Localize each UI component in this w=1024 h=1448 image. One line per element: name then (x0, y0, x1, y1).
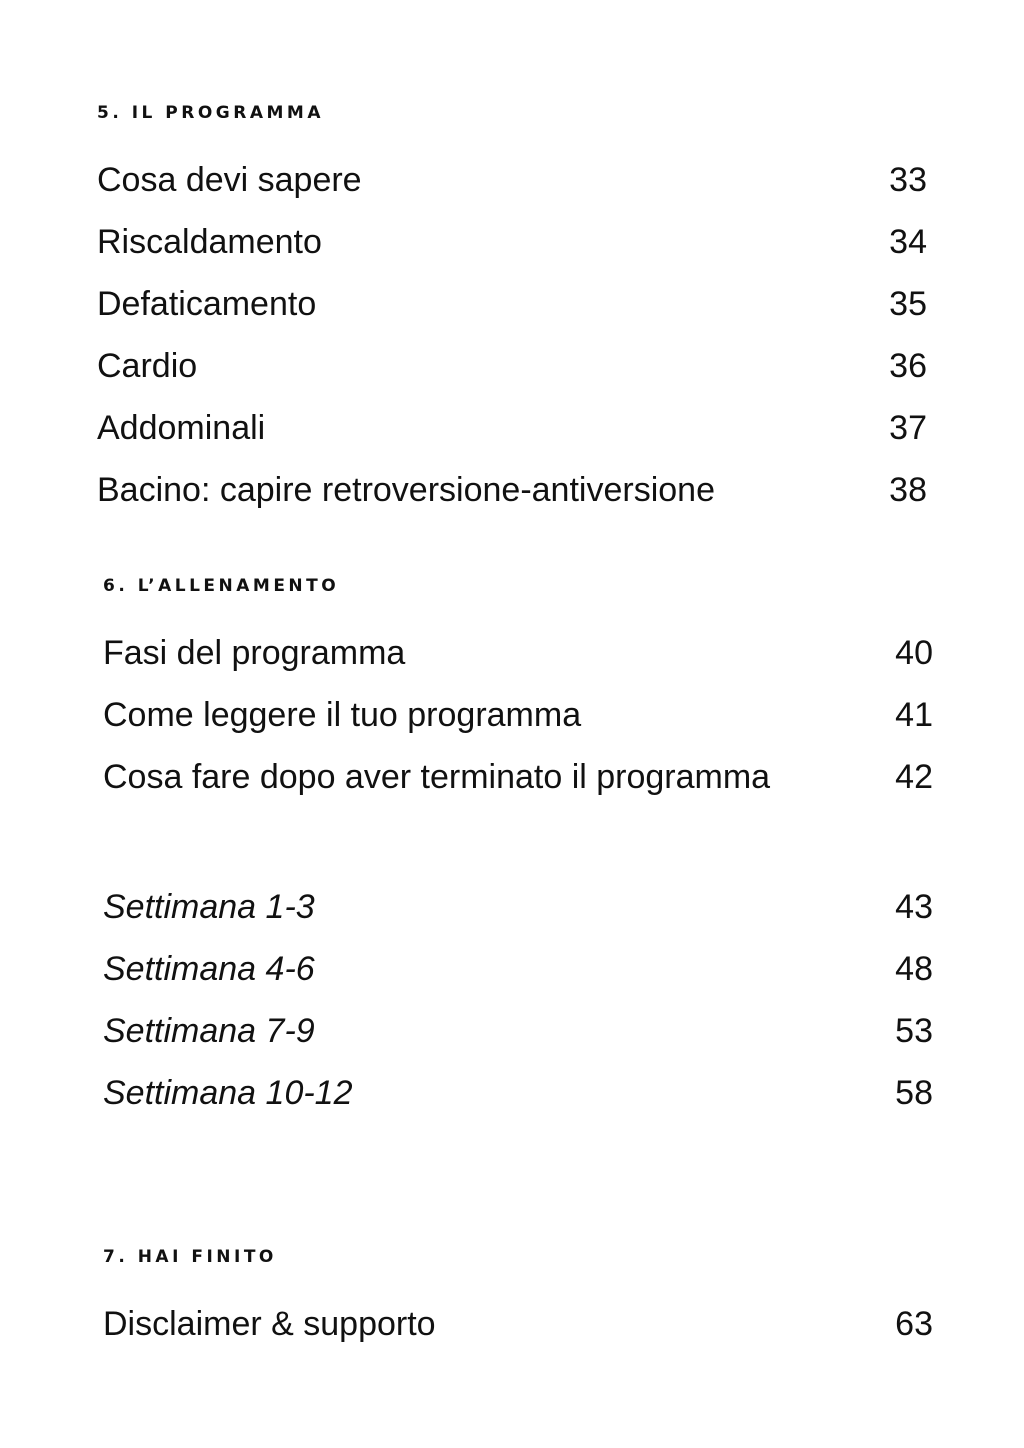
toc-entry-label: Bacino: capire retroversione-antiversione (97, 471, 715, 509)
toc-entry-page: 42 (895, 758, 933, 796)
toc-entry[interactable] (97, 346, 957, 386)
toc-entry[interactable] (103, 1304, 963, 1344)
toc-entry-label: Settimana 1-3 (103, 888, 315, 926)
toc-entry-label: Fasi del programma (103, 634, 406, 672)
section-title: 5. IL PROGRAMMA (97, 103, 324, 123)
toc-entry[interactable] (97, 222, 957, 262)
toc-entry-label: Settimana 10-12 (103, 1074, 353, 1112)
toc-entry-label: Settimana 4-6 (103, 950, 315, 988)
section-title: 6. L’ALLENAMENTO (103, 576, 340, 596)
toc-entry-page: 63 (895, 1305, 933, 1343)
toc-entry-page: 34 (889, 223, 927, 261)
toc-section-5 (97, 103, 957, 123)
toc-entry-page: 35 (889, 285, 927, 323)
toc-entry-page: 36 (889, 347, 927, 385)
toc-entry-label: Cosa fare dopo aver terminato il programma (103, 758, 771, 796)
toc-week-entry[interactable] (103, 949, 963, 989)
toc-entry[interactable] (103, 633, 963, 673)
toc-entry[interactable] (97, 470, 957, 510)
toc-entry-label: Defaticamento (97, 285, 317, 323)
toc-entry[interactable] (97, 160, 957, 200)
toc-entry-label: Riscaldamento (97, 223, 322, 261)
toc-section-7 (103, 1247, 963, 1267)
toc-entry-page: 38 (889, 471, 927, 509)
toc-entry-page: 58 (895, 1074, 933, 1112)
toc-entry-page: 41 (895, 696, 933, 734)
toc-entry-label: Disclaimer & supporto (103, 1305, 436, 1343)
toc-entry[interactable] (97, 284, 957, 324)
toc-entry-page: 48 (895, 950, 933, 988)
toc-week-entry[interactable] (103, 1073, 963, 1113)
toc-entry[interactable] (97, 408, 957, 448)
toc-week-entry[interactable] (103, 887, 963, 927)
toc-entry-page: 53 (895, 1012, 933, 1050)
toc-entry[interactable] (103, 757, 963, 797)
section-title: 7. HAI FINITO (103, 1247, 277, 1267)
toc-entry-page: 43 (895, 888, 933, 926)
toc-entry[interactable] (103, 695, 963, 735)
toc-entry-page: 33 (889, 161, 927, 199)
toc-entry-label: Cosa devi sapere (97, 161, 362, 199)
toc-entry-label: Come leggere il tuo programma (103, 696, 582, 734)
toc-section-6 (103, 576, 963, 596)
toc-entry-label: Cardio (97, 347, 198, 385)
toc-entry-label: Settimana 7-9 (103, 1012, 315, 1050)
toc-entry-page: 40 (895, 634, 933, 672)
toc-entry-page: 37 (889, 409, 927, 447)
toc-entry-label: Addominali (97, 409, 266, 447)
toc-week-entry[interactable] (103, 1011, 963, 1051)
